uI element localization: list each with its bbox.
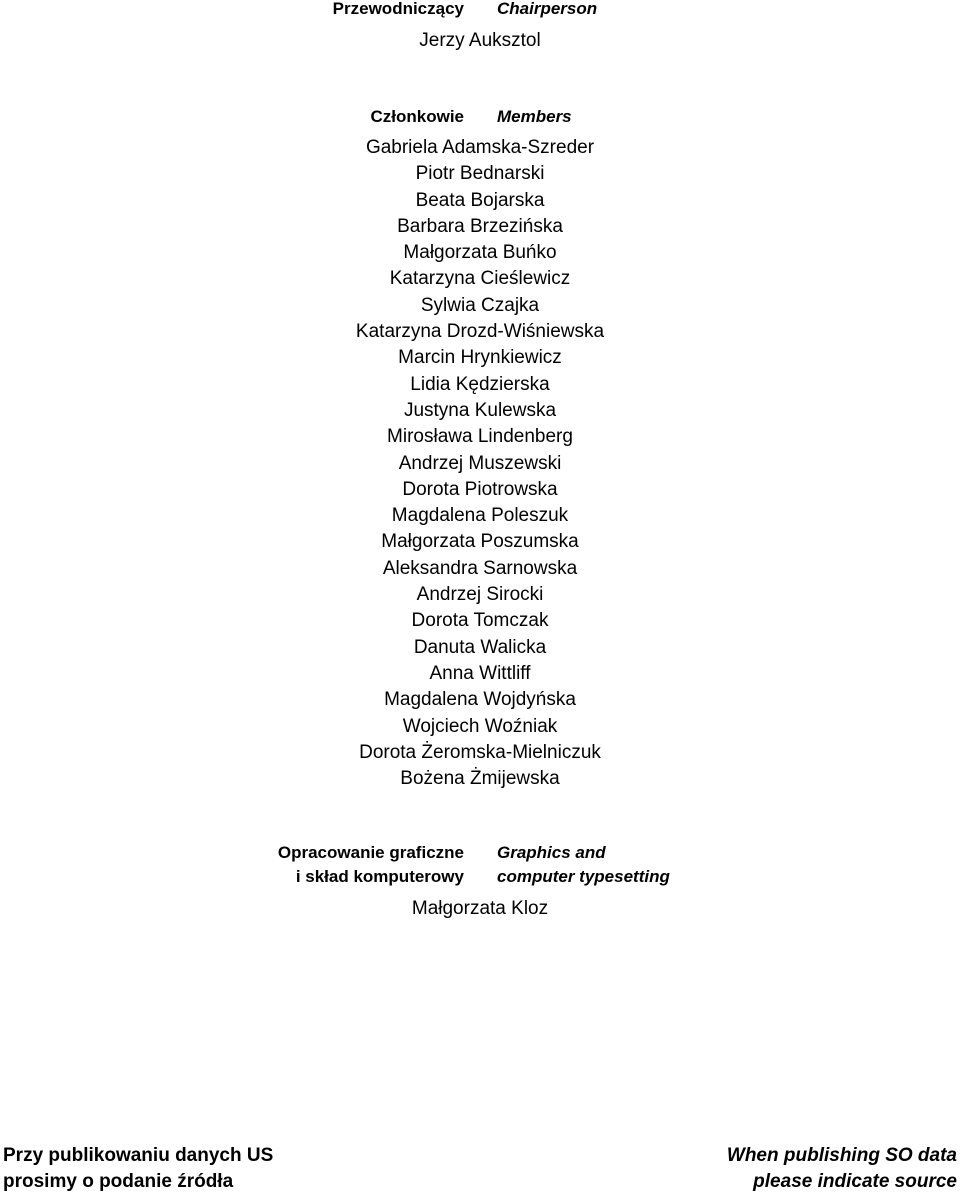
member-name: Sylwia Czajka xyxy=(420,294,540,316)
member-name: Dorota Żeromska-Mielniczuk xyxy=(359,741,601,763)
member-name: Aleksandra Sarnowska xyxy=(382,557,578,579)
footer-note-pl xyxy=(3,1143,273,1195)
member-name: Wojciech Woźniak xyxy=(402,715,558,737)
members-list xyxy=(0,135,960,792)
typesetting-label-pl xyxy=(278,841,464,889)
chairperson-label-en: Chairperson xyxy=(497,0,598,18)
typesetting-label-en-line1: Graphics and xyxy=(497,843,606,862)
member-name: Małgorzata Buńko xyxy=(403,242,557,264)
member-name: Danuta Walicka xyxy=(413,636,547,658)
member-name: Dorota Piotrowska xyxy=(402,478,558,500)
member-name: Dorota Tomczak xyxy=(411,610,549,632)
member-name: Bożena Żmijewska xyxy=(400,768,560,790)
footer-note-en-line1: When publishing SO data xyxy=(726,1145,957,1166)
typesetting-label-pl-line2: i skład komputerowy xyxy=(295,867,464,886)
member-name: Barbara Brzezińska xyxy=(397,215,563,237)
member-name: Beata Bojarska xyxy=(415,189,545,211)
typesetting-label-en xyxy=(497,841,670,889)
member-name: Piotr Bednarski xyxy=(415,163,545,185)
footer-note-en xyxy=(727,1143,957,1195)
member-name: Gabriela Adamska-Szreder xyxy=(365,137,595,158)
member-name: Magdalena Poleszuk xyxy=(391,505,569,527)
chairperson-label-pl: Przewodniczący xyxy=(332,0,464,18)
footer-note-en-line2: please indicate source xyxy=(753,1171,957,1192)
member-name: Andrzej Sirocki xyxy=(416,584,544,606)
member-name: Justyna Kulewska xyxy=(403,399,557,421)
member-name: Małgorzata Poszumska xyxy=(381,531,579,553)
typesetting-label-en-line2: computer typesetting xyxy=(497,867,670,886)
member-name: Marcin Hrynkiewicz xyxy=(398,347,562,369)
member-name: Katarzyna Cieślewicz xyxy=(389,268,571,290)
member-name: Magdalena Wojdyńska xyxy=(384,689,576,711)
typesetting-name: Małgorzata Kloz xyxy=(411,898,549,919)
chairperson-name: Jerzy Auksztol xyxy=(419,30,541,51)
members-label-en: Members xyxy=(497,107,572,126)
member-name: Mirosława Lindenberg xyxy=(387,426,573,448)
member-name: Andrzej Muszewski xyxy=(398,452,562,474)
member-name: Lidia Kędzierska xyxy=(410,373,550,395)
members-label-pl: Członkowie xyxy=(370,107,464,126)
typesetting-label-pl-line1: Opracowanie graficzne xyxy=(277,843,464,862)
member-name: Katarzyna Drozd-Wiśniewska xyxy=(355,321,605,343)
footer-note-pl-line2: prosimy o podanie źródła xyxy=(3,1171,234,1192)
member-name: Anna Wittliff xyxy=(429,662,531,684)
footer-note-pl-line1: Przy publikowaniu danych US xyxy=(3,1145,274,1166)
